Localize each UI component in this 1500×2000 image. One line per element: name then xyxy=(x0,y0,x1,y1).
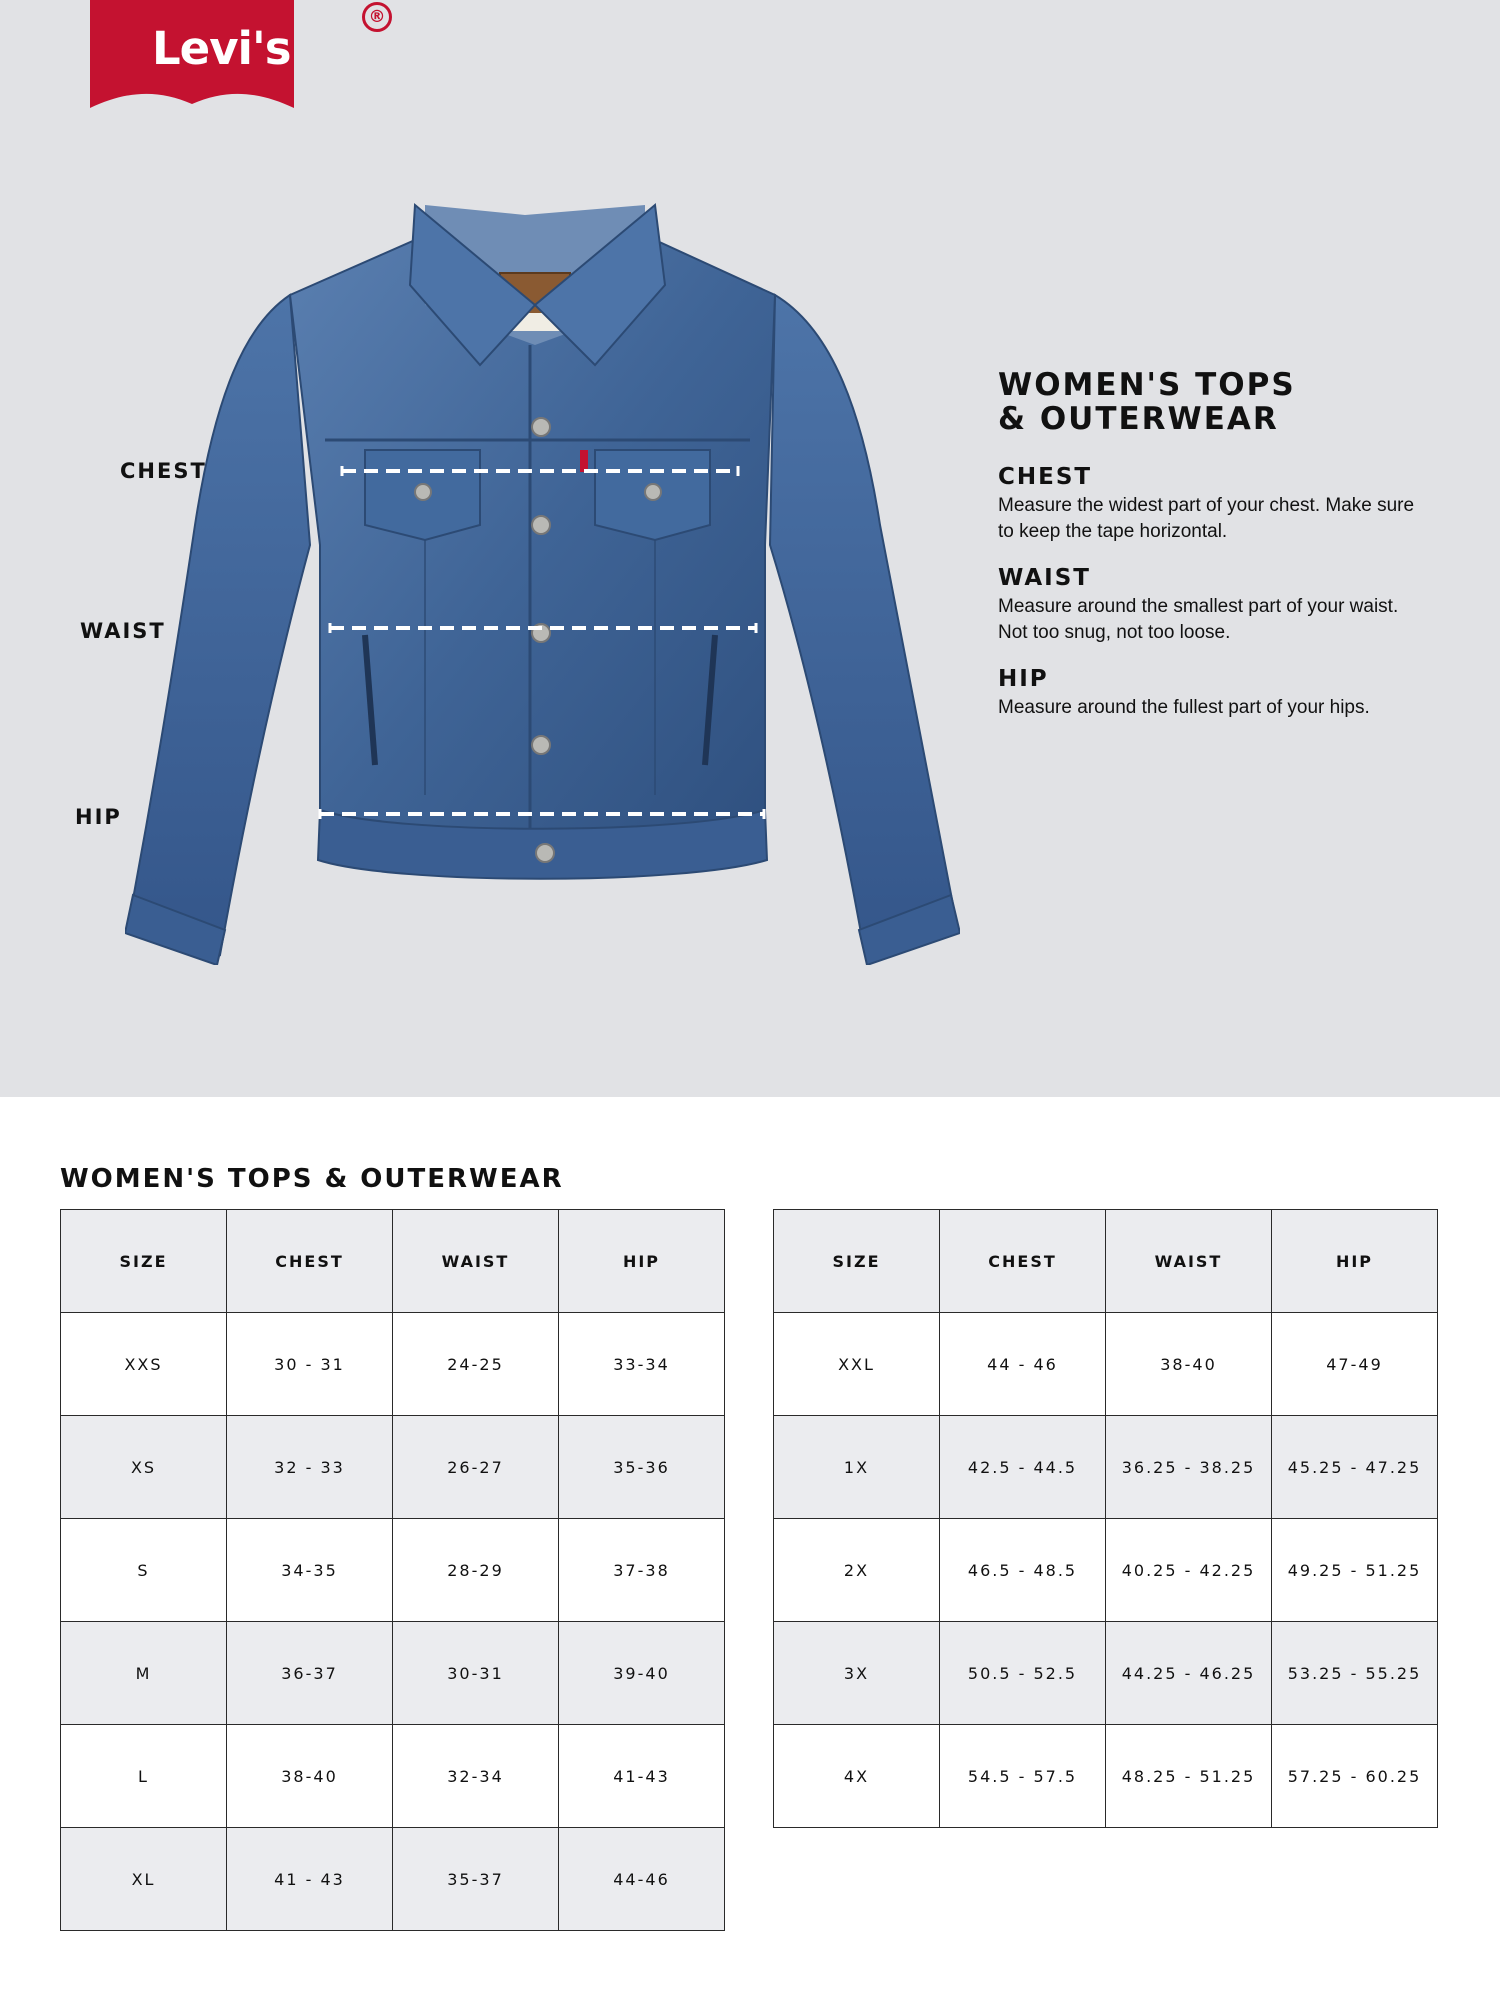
waist-cell: 35-37 xyxy=(393,1828,559,1931)
size-cell: 3X xyxy=(774,1622,940,1725)
table-header-row xyxy=(61,1210,725,1313)
column-header-chest: CHEST xyxy=(940,1210,1106,1313)
hip-cell: 41-43 xyxy=(559,1725,725,1828)
size-cell: XL xyxy=(61,1828,227,1931)
waist-cell: 36.25 - 38.25 xyxy=(1106,1416,1272,1519)
size-cell: XS xyxy=(61,1416,227,1519)
table-header-row xyxy=(774,1210,1438,1313)
chest-cell: 32 - 33 xyxy=(227,1416,393,1519)
table-row xyxy=(774,1416,1438,1519)
size-cell: 2X xyxy=(774,1519,940,1622)
chest-heading: CHEST xyxy=(998,464,1093,490)
column-header-hip: HIP xyxy=(1272,1210,1438,1313)
waist-heading: WAIST xyxy=(998,565,1091,591)
chest-instructions xyxy=(998,464,1438,545)
size-cell: S xyxy=(61,1519,227,1622)
column-header-chest: CHEST xyxy=(227,1210,393,1313)
size-cell: 4X xyxy=(774,1725,940,1828)
waist-cell: 44.25 - 46.25 xyxy=(1106,1622,1272,1725)
column-header-size: SIZE xyxy=(774,1210,940,1313)
table-row xyxy=(61,1519,725,1622)
chest-cell: 38-40 xyxy=(227,1725,393,1828)
table-row xyxy=(61,1313,725,1416)
denim-jacket-illustration xyxy=(125,195,960,965)
chest-cell: 41 - 43 xyxy=(227,1828,393,1931)
levis-logo xyxy=(60,0,386,112)
waist-cell: 32-34 xyxy=(393,1725,559,1828)
hip-instructions xyxy=(998,666,1438,721)
hip-label: HIP xyxy=(75,805,122,829)
table-row xyxy=(61,1828,725,1931)
chest-cell: 42.5 - 44.5 xyxy=(940,1416,1106,1519)
table-body xyxy=(61,1313,725,1931)
waist-text: Measure around the smallest part of your waist. Not too snug, not too loose. xyxy=(998,596,1399,643)
waist-cell: 30-31 xyxy=(393,1622,559,1725)
waist-instructions xyxy=(998,565,1438,646)
chest-cell: 50.5 - 52.5 xyxy=(940,1622,1106,1725)
chest-cell: 46.5 - 48.5 xyxy=(940,1519,1106,1622)
waist-label: WAIST xyxy=(80,619,166,643)
size-cell: 1X xyxy=(774,1416,940,1519)
table-row xyxy=(61,1416,725,1519)
table-row xyxy=(61,1725,725,1828)
info-title xyxy=(998,368,1438,436)
hip-heading: HIP xyxy=(998,666,1049,692)
hip-measure-line xyxy=(318,807,766,821)
size-cell: XXL xyxy=(774,1313,940,1416)
waist-cell: 38-40 xyxy=(1106,1313,1272,1416)
chest-cell: 30 - 31 xyxy=(227,1313,393,1416)
logo-wordmark: Levi's xyxy=(152,22,291,75)
waist-cell: 48.25 - 51.25 xyxy=(1106,1725,1272,1828)
size-cell: L xyxy=(61,1725,227,1828)
chest-text: Measure the widest part of your chest. Make sure to keep the tape horizontal. xyxy=(998,495,1415,542)
info-title-line2: & OUTERWEAR xyxy=(998,401,1279,437)
size-cell: M xyxy=(61,1622,227,1725)
column-header-waist: WAIST xyxy=(1106,1210,1272,1313)
info-title-line1: WOMEN'S TOPS xyxy=(998,367,1296,403)
table-body xyxy=(774,1313,1438,1828)
chest-cell: 44 - 46 xyxy=(940,1313,1106,1416)
column-header-size: SIZE xyxy=(61,1210,227,1313)
waist-cell: 40.25 - 42.25 xyxy=(1106,1519,1272,1622)
chest-cell: 54.5 - 57.5 xyxy=(940,1725,1106,1828)
table-row xyxy=(61,1622,725,1725)
waist-cell: 26-27 xyxy=(393,1416,559,1519)
chest-cell: 34-35 xyxy=(227,1519,393,1622)
size-chart-title: WOMEN'S TOPS & OUTERWEAR xyxy=(60,1164,564,1194)
column-header-waist: WAIST xyxy=(393,1210,559,1313)
hip-cell: 47-49 xyxy=(1272,1313,1438,1416)
hip-text: Measure around the fullest part of your hips. xyxy=(998,697,1370,718)
table-row xyxy=(774,1313,1438,1416)
hip-cell: 49.25 - 51.25 xyxy=(1272,1519,1438,1622)
table-row xyxy=(774,1519,1438,1622)
hip-cell: 44-46 xyxy=(559,1828,725,1931)
registered-mark: ® xyxy=(362,2,392,32)
hip-cell: 35-36 xyxy=(559,1416,725,1519)
measurement-info-panel xyxy=(998,368,1438,721)
chest-cell: 36-37 xyxy=(227,1622,393,1725)
hip-cell: 39-40 xyxy=(559,1622,725,1725)
waist-cell: 28-29 xyxy=(393,1519,559,1622)
table-row xyxy=(774,1622,1438,1725)
size-table-left xyxy=(60,1209,725,1931)
chest-label: CHEST xyxy=(120,459,207,483)
hip-cell: 45.25 - 47.25 xyxy=(1272,1416,1438,1519)
hip-cell: 53.25 - 55.25 xyxy=(1272,1622,1438,1725)
waist-measure-line xyxy=(328,621,758,635)
chest-measure-line xyxy=(340,464,740,478)
hip-cell: 37-38 xyxy=(559,1519,725,1622)
waist-cell: 24-25 xyxy=(393,1313,559,1416)
hip-cell: 33-34 xyxy=(559,1313,725,1416)
table-row xyxy=(774,1725,1438,1828)
hip-cell: 57.25 - 60.25 xyxy=(1272,1725,1438,1828)
size-table-right xyxy=(773,1209,1438,1828)
column-header-hip: HIP xyxy=(559,1210,725,1313)
size-cell: XXS xyxy=(61,1313,227,1416)
